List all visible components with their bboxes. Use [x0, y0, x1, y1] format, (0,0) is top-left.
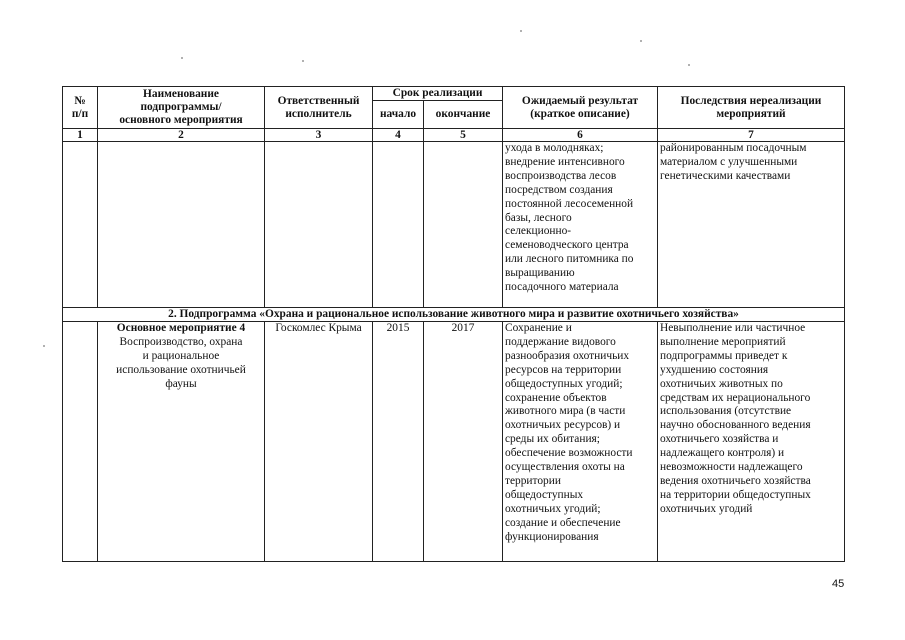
scan-speck	[520, 30, 522, 32]
scan-speck	[43, 345, 45, 347]
continued-row	[63, 142, 845, 308]
subprogram-row	[63, 308, 845, 322]
column-number: 3	[265, 129, 373, 142]
column-number: 7	[658, 129, 845, 142]
header-name: Наименование подпрограммы/ основного мероприятия	[98, 87, 265, 129]
header-number: № п/п	[63, 87, 98, 129]
column-number: 2	[98, 129, 265, 142]
event-consequence: Невыполнение или частичное выполнение мероприятий подпрограммы приведет к ухудшению состояния охотничьих животных по средствам их нерационального использования (отсутствие научно обоснованного ведения охотничьего хозяйства и надлежащего контроля) и невозможности надлежащего ведения охотничьего хозяйства на территории общедоступных охотничьих угодий	[658, 322, 845, 562]
scan-speck	[640, 40, 642, 42]
page-number: 45	[832, 578, 845, 590]
header-result: Ожидаемый результат (краткое описание)	[503, 87, 658, 129]
event-title: Основное мероприятие 4	[116, 322, 246, 334]
event-name-cell	[98, 322, 265, 562]
continued-result: ухода в молодняках; внедрение интенсивного воспроизводства лесов посредством создания постоянной лесосеменной базы, лесного селекционно- семеноводческого центра или лесного питомника по выращиванию посадочного материала	[503, 142, 658, 308]
continued-consequence: районированным посадочным материалом с улучшенными генетическими качествами	[658, 142, 845, 308]
header-executor: Ответственный исполнитель	[265, 87, 373, 129]
header-term: Срок реализации	[373, 87, 503, 101]
event-result: Сохранение и поддержание видового разнообразия охотничьих ресурсов на территории общедоступных угодий; сохранение объектов животного мира (в части охотничьих ресурсов) и среды их обитания; обеспечение возможности осуществления охоты на территории общедоступных охотничьих угодий; создание и обеспечение функционирования	[503, 322, 658, 562]
event-start: 2015	[373, 322, 424, 562]
scan-speck	[181, 57, 183, 59]
program-table	[62, 86, 845, 562]
event-name: Воспроизводство, охрана и рациональное использование охотничьей фауны	[116, 335, 246, 390]
event-end: 2017	[424, 322, 503, 562]
column-number: 6	[503, 129, 658, 142]
event-executor: Госкомлес Крыма	[265, 322, 373, 562]
scan-speck	[688, 64, 690, 66]
column-numbers-row	[63, 129, 845, 142]
main-event-row	[63, 322, 845, 562]
header-consequence: Последствия нереализации мероприятий	[658, 87, 845, 129]
column-number: 5	[424, 129, 503, 142]
subprogram-title: 2. Подпрограмма «Охрана и рациональное использование животного мира и развитие охотничьего хозяйства»	[63, 308, 845, 322]
header-start: начало	[373, 101, 424, 129]
header-end: окончание	[424, 101, 503, 129]
column-number: 4	[373, 129, 424, 142]
column-number: 1	[63, 129, 98, 142]
scan-speck	[302, 60, 304, 62]
